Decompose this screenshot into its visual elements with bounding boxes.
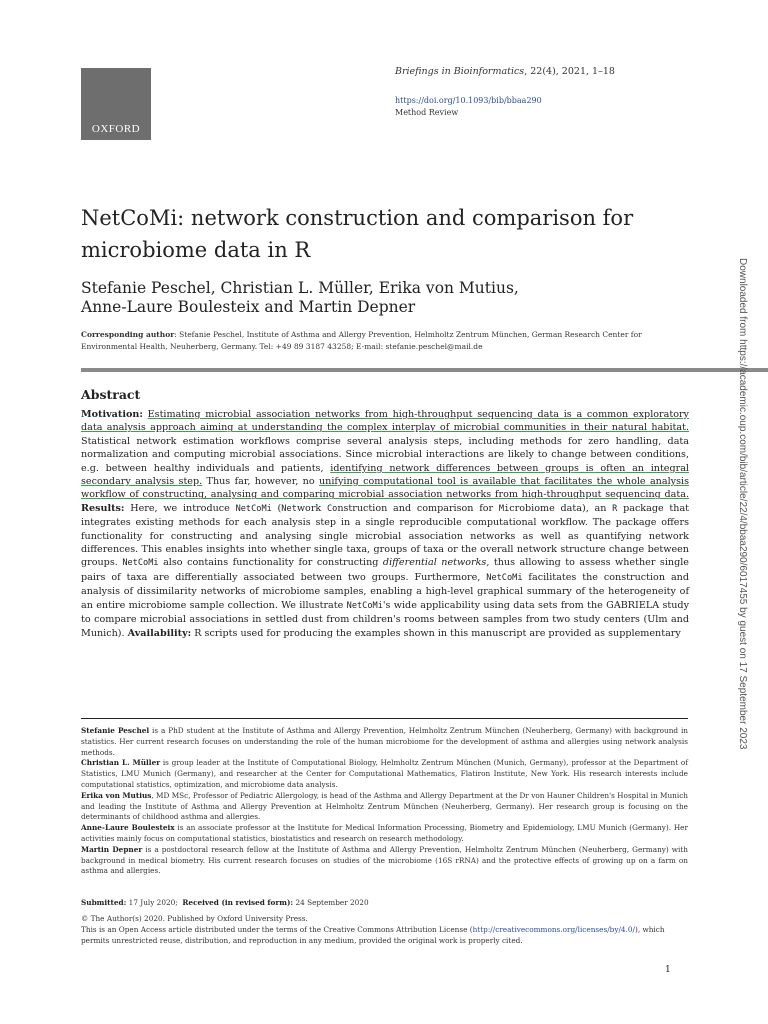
results-label: Results: <box>81 502 125 514</box>
bio-text: is a postdoctoral research fellow at the Institute of Asthma and Allergy Prevention, Helmholtz Zentrum München (Neuherberg, Germany) with background in medical biometry. His current research focuses on studies of the microbiome (16S rRNA) and the protective effects of growing up on a farm on asthma and allergies. <box>81 844 688 876</box>
r-language: R <box>612 503 618 514</box>
author-line-1: Stefanie Peschel, Christian L. Müller, Erika von Mutius, <box>81 279 519 297</box>
revised-label: Received (in revised form): <box>182 898 294 907</box>
bio-name: Christian L. Müller <box>81 758 161 768</box>
bio-name: Stefanie Peschel <box>81 726 150 735</box>
license-text-2: ), which permits unrestricted reuse, distribution, and reproduction in any medium, provided the original work is properly cited. <box>81 924 665 945</box>
submitted-date: 17 July 2020; <box>126 898 178 907</box>
license-link[interactable]: http://creativecommons.org/licenses/by/4.0/ <box>472 924 635 934</box>
differential-networks-term: differential networks <box>382 557 487 569</box>
bio-name: Anne-Laure Boulesteix <box>81 823 175 833</box>
submission-dates <box>81 898 369 907</box>
page-number: 1 <box>665 965 671 975</box>
journal-citation <box>395 66 615 77</box>
package-name: NetCoMi <box>486 572 523 583</box>
copyright-line: © The Author(s) 2020. Published by Oxford University Press. <box>81 914 308 923</box>
package-name: NetCoMi <box>122 558 159 569</box>
corresponding-text: : Stefanie Peschel, Institute of Asthma and Allergy Prevention, Helmholtz Zentrum München, German Research Center for Environmental Health, Neuherberg, Germany. Tel: +49 89 3187 43258; E-mail: stefanie.peschel@mail.de <box>81 330 642 351</box>
bio-text: is a PhD student at the Institute of Asthma and Allergy Prevention, Helmholtz Zentrum München (Neuherberg, Germany) with background in statistics. Her current research focuses on understanding the role of the human microbiome for the development of asthma and allergies using network analysis methods. <box>81 726 688 757</box>
motivation-label: Motivation: <box>81 409 143 420</box>
abstract-text: also contains functionality for constructing <box>158 557 383 569</box>
article-type: Method Review <box>395 108 459 117</box>
article-title: NetCoMi: network construction and comparison for microbiome data in R <box>81 206 634 262</box>
abstract-text: ( <box>271 502 282 514</box>
abstract-text: crobiome data), an <box>509 502 613 514</box>
abstract-text: , thus allowing to assess whether single pairs of taxa are differentially associated between two groups. Furthermore, <box>81 557 689 583</box>
abstract-text: R scripts used for producing the examples shown in this manuscript are provided as supplementary <box>191 627 681 639</box>
highlight-1[interactable]: Estimating microbial association networks from high-throughput sequencing data is a common exploratory data analysis approach aiming at understanding the complex interplay of microbial communities in their natural habitat. <box>81 409 689 434</box>
license-block <box>81 914 688 946</box>
author-list <box>81 279 681 317</box>
package-name: NetCoMi <box>346 600 383 611</box>
download-watermark: Downloaded from https://academic.oup.com/bib/article/22/4/bbaa290/6017455 by guest on 17 September 2023 <box>737 258 748 750</box>
bio-name: Erika von Mutius <box>81 790 152 800</box>
bio-entry <box>81 726 688 758</box>
license-text <box>81 925 688 947</box>
abstract-text: nstruction and comparison for <box>337 502 499 514</box>
bio-text: , MD MSc, Professor of Pediatric Allergology, is head of the Asthma and Allergy Department at the Dr von Hauner Children's Hospital in Munich and leading the Institute of Asthma and Allergy Prevention at Helmholtz Zentrum München (Neuherberg, Germany). Her research group is focusing on the determinants of childhood asthma and allergies. <box>81 790 688 822</box>
highlight-3[interactable]: unifying computational tool is available that facilitates the whole analysis workflow of constructing, analysing and comparing microbial association networks from high-throughput sequencing data. <box>81 476 689 501</box>
corresponding-author <box>81 329 691 353</box>
abstract-text: Here, we introduce <box>124 502 236 514</box>
bio-entry <box>81 758 688 790</box>
journal-name: Briefings in Bioinformatics <box>395 66 525 77</box>
oxford-logo <box>81 68 151 140</box>
abstract-body <box>81 408 689 640</box>
abstract-text: work <box>296 502 327 514</box>
abstract-text: 's wide applicability using data sets from the GABRIELA study to compare microbial associations in settled dust from children's rooms between samples from two study centers (Ulm and Munich). <box>81 599 689 639</box>
acronym-mi: Mi <box>498 503 510 514</box>
acronym-co: Co <box>326 503 338 514</box>
acronym-net: Net <box>281 503 297 514</box>
highlight-2[interactable]: identifying network differences between groups is often an integral secondary analysis step. <box>81 462 689 488</box>
license-text-1: This is an Open Access article distributed under the terms of the Creative Commons Attribution License ( <box>81 924 473 934</box>
section-divider <box>81 368 768 372</box>
abstract-heading: Abstract <box>81 387 141 402</box>
bio-name: Martin Depner <box>81 844 143 854</box>
logo-text: OXFORD <box>91 123 141 135</box>
bio-text: is group leader at the Institute of Computational Biology, Helmholtz Zentrum München (Munich, Germany), professor at the Department of Statistics, LMU Munich (Germany), and researcher at the Center for Computational Mathematics, Flatiron Institute, New York. His research interests include computational statistics, optimization, and microbiome data analysis. <box>81 758 688 789</box>
abstract-text: facilitates the construction and analysis of dissimilarity networks of microbiome samples, enabling a high-level graphical summary of the heterogeneity of an entire microbiome sample collection. We illustrate <box>81 571 689 611</box>
revised-date: 24 September 2020 <box>293 898 369 907</box>
footnote-divider <box>81 718 688 719</box>
corresponding-label: Corresponding author <box>81 330 175 339</box>
package-name: NetCoMi <box>235 503 272 514</box>
bio-text: is an associate professor at the Institute for Medical Information Processing, Biometry and Epidemiology, LMU Munich (Germany). Her activities mainly focus on computational statistics, biostatistics and research on research methodology. <box>81 823 688 843</box>
bio-entry <box>81 845 688 877</box>
submitted-label: Submitted: <box>81 898 127 907</box>
author-bios <box>81 726 688 877</box>
journal-volume: , 22(4), 2021, 1–18 <box>524 66 615 77</box>
bio-entry <box>81 823 688 845</box>
availability-label: Availability: <box>127 627 192 639</box>
bio-entry <box>81 791 688 823</box>
author-line-2: Anne-Laure Boulesteix and Martin Depner <box>81 298 416 316</box>
abstract-text: Statistical network estimation workflows comprise several analysis steps, including methods for zero handling, data normalization and computing microbial associations. Since microbial interactions are likely to change between conditions, e.g. between healthy individuals and patients, <box>81 435 689 474</box>
abstract-text: package that integrates existing methods for each analysis step in a single reproducible computational workflow. The package offers functionality for constructing and analysing single microbial association networks as well as quantifying network differences. This enables insights into whether single taxa, groups of taxa or the overall network structure change between groups. <box>81 502 690 569</box>
doi-link[interactable]: https://doi.org/10.1093/bib/bbaa290 <box>395 96 542 105</box>
abstract-text: Thus far, however, no <box>202 476 319 488</box>
